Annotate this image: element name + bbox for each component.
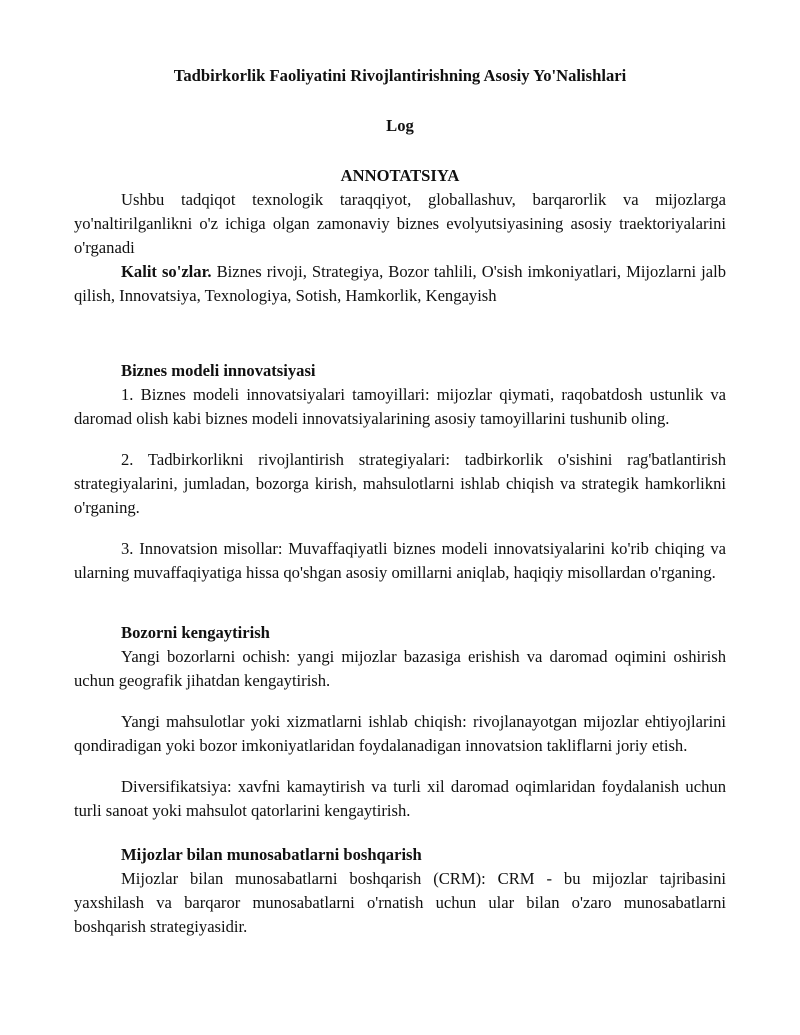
section-paragraph: Mijozlar bilan munosabatlarni boshqarish (CRM): CRM - bu mijozlar tajribasini yaxshilash va barqaror munosabatlarni o'rnatish uchun ular bilan o'zaro munosabatlarni boshqarish strategiyasidir. xyxy=(74,869,726,936)
section-heading: Biznes modeli innovatsiyasi xyxy=(121,361,316,380)
document-author: Log xyxy=(386,116,414,135)
document-title: Tadbirkorlik Faoliyatini Rivojlantirishning Asosiy Yo'Nalishlari xyxy=(173,66,627,85)
abstract-heading: ANNOTATSIYA xyxy=(340,166,460,185)
keywords-text: Biznes rivoji, Strategiya, Bozor tahlili, O'sish imkoniyatlari, Mijozlarni jalb qilish, Innovatsiya, Texnologiya, Sotish, Hamkorlik, Kengayish xyxy=(74,262,726,305)
section-paragraph: Diversifikatsiya: xavfni kamaytirish va turli xil daromad oqimlaridan foydalanish uchun turli sanoat yoki mahsulot qatorlarini kengaytirish. xyxy=(74,777,726,820)
section-paragraph: 1. Biznes modeli innovatsiyalari tamoyillari: mijozlar qiymati, raqobatdosh ustunlik va daromad olish kabi biznes modeli innovatsiyalarining asosiy tamoyillarini tushunib oling. xyxy=(74,385,726,428)
section-heading: Bozorni kengaytirish xyxy=(121,623,270,642)
keywords-paragraph xyxy=(74,260,726,308)
section-paragraph: 3. Innovatsion misollar: Muvaffaqiyatli biznes modeli innovatsiyalarini ko'rib chiqing va ularning muvaffaqiyatiga hissa qo'shgan asosiy omillarni aniqlab, haqiqiy misollardan o'rganing. xyxy=(74,539,726,582)
keywords-label: Kalit so'zlar. xyxy=(121,262,212,281)
section-paragraph: Yangi mahsulotlar yoki xizmatlarni ishlab chiqish: rivojlanayotgan mijozlar ehtiyojlarini qondiradigan yoki bozor imkoniyatlaridan foydalanadigan innovatsion takliflarni joriy etish. xyxy=(74,712,726,755)
section-paragraph: Yangi bozorlarni ochish: yangi mijozlar bazasiga erishish va daromad oqimini oshirish uchun geografik jihatdan kengaytirish. xyxy=(74,647,726,690)
section-paragraph: 2. Tadbirkorlikni rivojlantirish strategiyalari: tadbirkorlik o'sishini rag'batlantirish strategiyalarini, jumladan, bozorga kirish, mahsulotlarni ishlab chiqish va strategik hamkorlikni o'rganing. xyxy=(74,450,726,517)
abstract-text: Ushbu tadqiqot texnologik taraqqiyot, globallashuv, barqarorlik va mijozlarga yo'naltirilganlikni o'z ichiga olgan zamonaviy biznes evolyutsiyasining asosiy traektoriyalarini o'rganadi xyxy=(74,190,726,257)
section-heading: Mijozlar bilan munosabatlarni boshqarish xyxy=(121,845,422,864)
document-page xyxy=(74,64,726,939)
